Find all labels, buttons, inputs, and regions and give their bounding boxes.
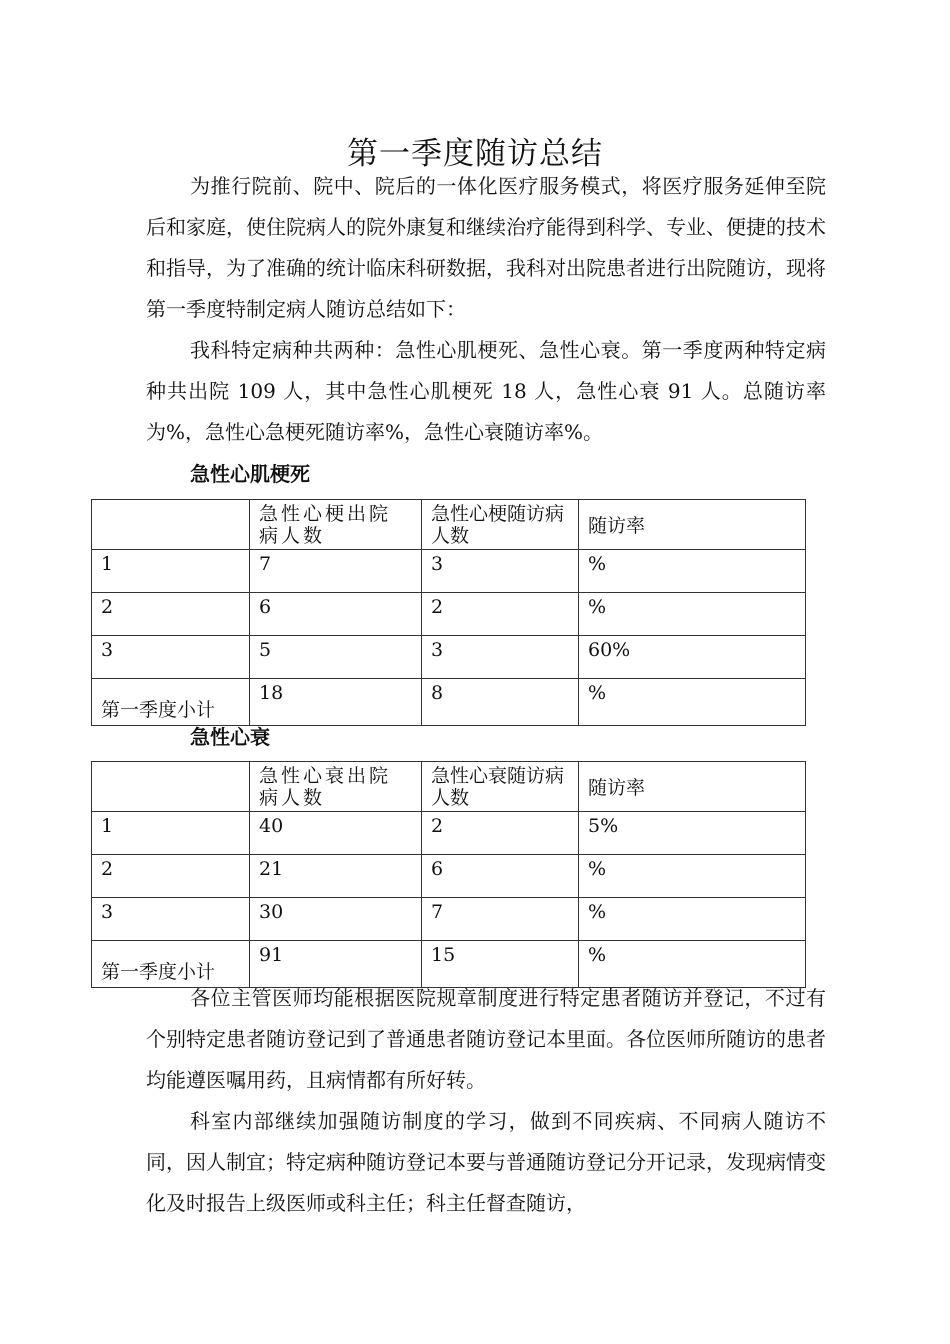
table-subtotal-row: [92, 679, 806, 726]
table-header-row: [92, 762, 806, 812]
table-cell: %: [579, 941, 806, 988]
table-cell: 60%: [579, 636, 806, 679]
table-row: [92, 898, 806, 941]
table-cell: 1: [92, 550, 250, 593]
header-cell: 急性心衰随访病人数: [422, 762, 579, 812]
physician-paragraph: 各位主管医师均能根据医院规章制度进行特定患者随访并登记，不过有个别特定患者随访登记到了普通患者随访登记本里面。各位医师所随访的患者均能遵医嘱用药，且病情都有所好转。: [146, 986, 826, 1092]
table-cell: 91: [250, 941, 422, 988]
table-cell: 2: [92, 593, 250, 636]
table-cell: 7: [250, 550, 422, 593]
table-cell: %: [579, 855, 806, 898]
table-header-row: [92, 500, 806, 550]
improvement-paragraph: 科室内部继续加强随访制度的学习，做到不同疾病、不同病人随访不同，因人制宜；特定病种随访登记本要与普通随访登记分开记录，发现病情变化及时报告上级医师或科主任；科主任督查随访，: [146, 1109, 826, 1215]
table-cell: 40: [250, 812, 422, 855]
table-cell: 7: [422, 898, 579, 941]
header-cell: 随访率: [579, 500, 806, 550]
table2-heading: 急性心衰: [190, 725, 270, 749]
table-row: [92, 593, 806, 636]
table-cell: %: [579, 898, 806, 941]
table-cell: 5: [250, 636, 422, 679]
table-cell: 5%: [579, 812, 806, 855]
table-cell: 3: [92, 636, 250, 679]
table-cell: 3: [422, 550, 579, 593]
header-cell: 急性心梗随访病人数: [422, 500, 579, 550]
table-cell: 2: [422, 812, 579, 855]
ami-followup-table: [91, 499, 806, 726]
header-cell: [92, 500, 250, 550]
table-cell: 第一季度小计: [92, 679, 250, 726]
table-cell: %: [579, 593, 806, 636]
table-row: [92, 855, 806, 898]
document-title: 第一季度随访总结: [347, 136, 603, 172]
table-cell: 6: [250, 593, 422, 636]
table-cell: 2: [92, 855, 250, 898]
table-row: [92, 636, 806, 679]
header-cell: 随访率: [579, 762, 806, 812]
table-cell: 6: [422, 855, 579, 898]
table-cell: %: [579, 550, 806, 593]
table-cell: %: [579, 679, 806, 726]
table-row: [92, 812, 806, 855]
table-cell: 2: [422, 593, 579, 636]
summary-paragraph: 我科特定病种共两种：急性心肌梗死、急性心衰。第一季度两种特定病种共出院 109 人，其中急性心肌梗死 18 人，急性心衰 91 人。总随访率为%，急性心急梗死随访率%，急性心衰随访率%。: [146, 338, 826, 444]
intro-paragraph: 为推行院前、院中、院后的一体化医疗服务模式，将医疗服务延伸至院后和家庭，使住院病人的院外康复和继续治疗能得到科学、专业、便捷的技术和指导，为了准确的统计临床科研数据，我科对出院患者进行出院随访，现将第一季度特制定病人随访总结如下：: [146, 174, 826, 321]
table-cell: 1: [92, 812, 250, 855]
table-cell: 30: [250, 898, 422, 941]
header-cell: 急性心梗出院病人数: [250, 500, 422, 550]
table-cell: 3: [92, 898, 250, 941]
table-cell: 3: [422, 636, 579, 679]
table-cell: 18: [250, 679, 422, 726]
header-cell: 急性心衰出院病人数: [250, 762, 422, 812]
table1-heading: 急性心肌梗死: [190, 462, 310, 486]
table-cell: 8: [422, 679, 579, 726]
table-cell: 15: [422, 941, 579, 988]
ahf-followup-table: [91, 761, 806, 988]
table-cell: 21: [250, 855, 422, 898]
table-row: [92, 550, 806, 593]
header-cell: [92, 762, 250, 812]
table-cell: 第一季度小计: [92, 941, 250, 988]
